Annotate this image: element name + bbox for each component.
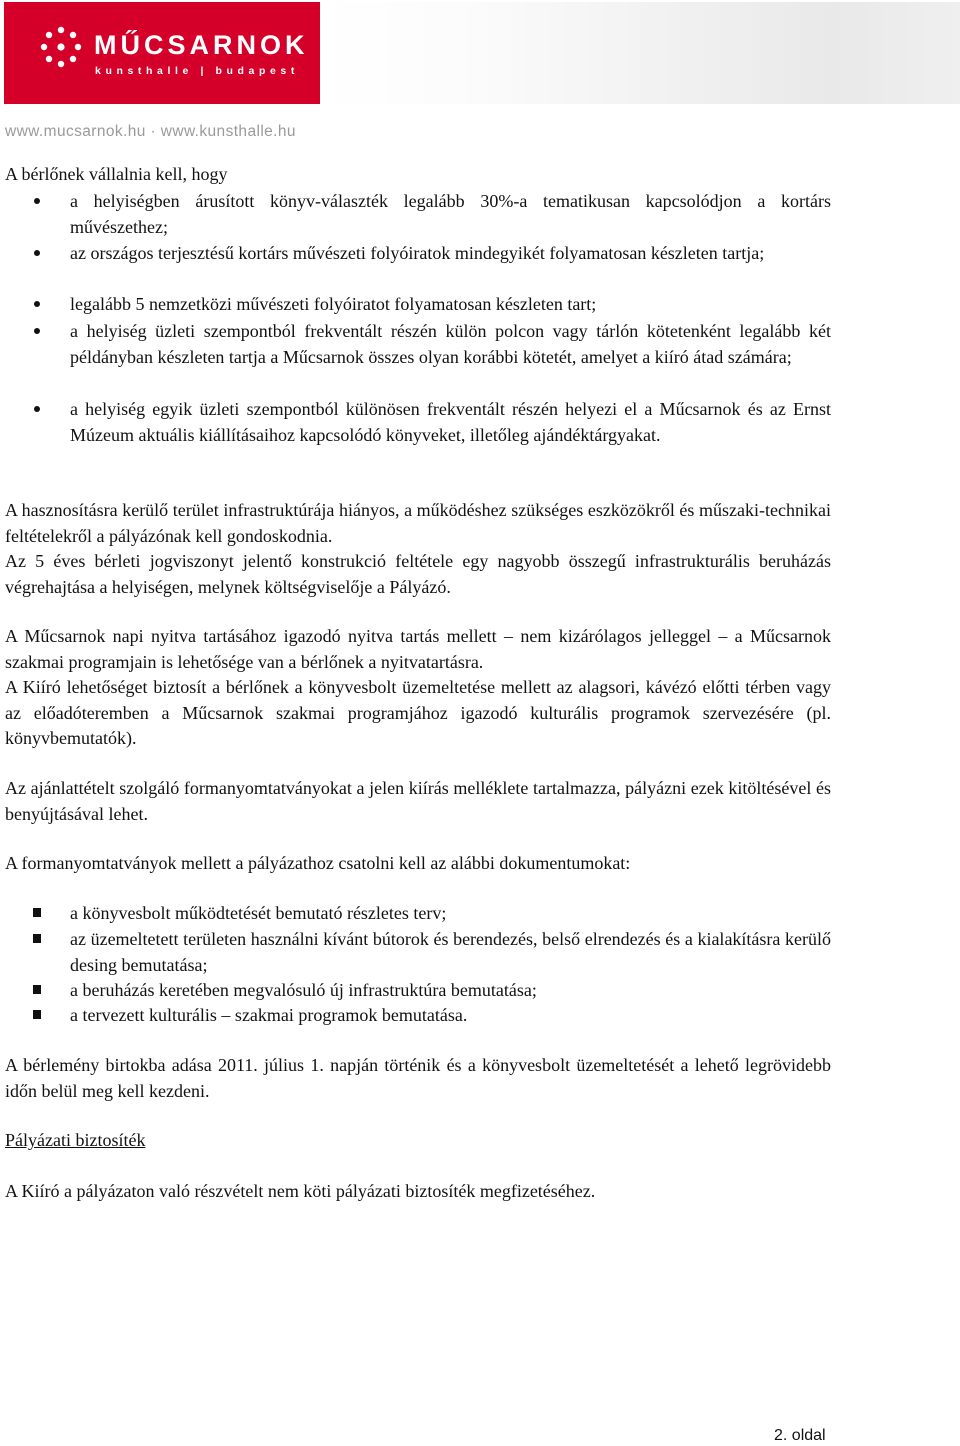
header-banner <box>4 2 320 104</box>
bullet-dot-icon <box>34 198 40 204</box>
list-item <box>33 189 831 240</box>
paragraph-infrastructure: A hasznosításra kerülő terület infrastruktúrája hiányos, a működéshez szükséges eszközökről és műszaki-technikai feltételekről a pályázónak kell gondoskodnia. <box>5 500 831 546</box>
paragraph-opening-hours: A Műcsarnok napi nyitva tartásához igazodó nyitva tartás mellett – nem kizárólagos jelleggel – a Műcsarnok szakmai programjain is lehetősége van a bérlőnek a nyitvatartásra. <box>5 626 831 672</box>
list-item <box>33 1003 831 1029</box>
bullet-dot-icon <box>34 406 40 412</box>
paragraph-lease: Az 5 éves bérleti jogviszonyt jelentő konstrukció feltétele egy nagyobb összegű infrastrukturális beruházás végrehajtása a helyiségen, melynek költségviselője a Pályázó. <box>5 551 831 597</box>
intro-line: A bérlőnek vállalnia kell, hogy <box>5 164 228 184</box>
list-item <box>33 241 831 267</box>
paragraph-events: A Kiíró lehetőséget biztosít a bérlőnek a könyvesbolt üzemeltetése mellett az alagsori, kávézó előtti térben vagy az előadóteremben a Műcsarnok szakmai programjához igazodó kulturális programok szervezésére (pl. könyvbemutatók). <box>5 677 831 748</box>
list-item <box>33 292 831 318</box>
list-item-text: a helyiségben árusított könyv-választék legalább 30%-a tematikusan kapcsolódjon a kortárs művészethez; <box>70 191 831 237</box>
page-number: 2. oldal <box>774 1427 826 1444</box>
dotted-circle-icon <box>38 24 84 70</box>
list-item-text: a tervezett kulturális – szakmai programok bemutatása. <box>70 1005 468 1025</box>
list-item <box>33 901 831 927</box>
paragraph-documents-intro: A formanyomtatványok mellett a pályázathoz csatolni kell az alábbi dokumentumokat: <box>5 853 631 873</box>
list-item-text: a beruházás keretében megvalósuló új infrastruktúra bemutatása; <box>70 980 537 1000</box>
square-bullet-icon <box>33 985 41 994</box>
section-heading: Pályázati biztosíték <box>5 1130 146 1150</box>
paragraph-forms: Az ajánlattételt szolgáló formanyomtatványokat a jelen kiírás melléklete tartalmazza, pályázni ezek kitöltésével és benyújtásával lehet. <box>5 778 831 824</box>
bullet-dot-icon <box>34 250 40 256</box>
header-gradient-strip <box>320 2 960 104</box>
list-item-text: a helyiség üzleti szempontból frekventált részén külön polcon vagy tárlón kötetenként legalább két példányban készleten tartja a Műcsarnok összes olyan korábbi kötetét, amelyet a kiíró átad számára; <box>70 321 831 367</box>
square-bullet-icon <box>33 908 41 917</box>
list-item-text: a könyvesbolt működtetését bemutató részletes terv; <box>70 903 447 923</box>
list-item-text: az országos terjesztésű kortárs művészeti folyóiratok mindegyikét folyamatosan készleten tartja; <box>70 243 765 263</box>
paragraph-guarantee: A Kiíró a pályázaton való részvételt nem köti pályázati biztosíték megfizetéséhez. <box>5 1181 596 1201</box>
bullet-dot-icon <box>34 328 40 334</box>
list-item-text: az üzemeltetett területen használni kívánt bútorok és berendezés, belső elrendezés és a kialakításra kerülő desing bemutatása; <box>70 929 831 975</box>
list-item <box>33 927 831 978</box>
logo-tagline: kunsthalle | budapest <box>95 65 299 77</box>
list-item <box>33 397 831 448</box>
list-item-text: a helyiség egyik üzleti szempontból különösen frekventált részén helyezi el a Műcsarnok és az Ernst Múzeum aktuális kiállításaihoz kapcsolódó könyveket, illetőleg ajándéktárgyakat. <box>70 399 831 445</box>
list-item-text: legalább 5 nemzetközi művészeti folyóiratot folyamatosan készleten tart; <box>70 294 597 314</box>
square-bullet-icon <box>33 934 41 943</box>
logo-wordmark: MŰCSARNOK <box>94 30 309 60</box>
list-item <box>33 978 831 1004</box>
website-url: www.mucsarnok.hu · www.kunsthalle.hu <box>5 123 296 140</box>
paragraph-handover: A bérlemény birtokba adása 2011. július 1. napján történik és a könyvesbolt üzemeltetését a lehető legrövidebb időn belül meg kell kezdeni. <box>5 1055 831 1101</box>
list-item <box>33 319 831 370</box>
square-bullet-icon <box>33 1010 41 1019</box>
bullet-dot-icon <box>34 301 40 307</box>
